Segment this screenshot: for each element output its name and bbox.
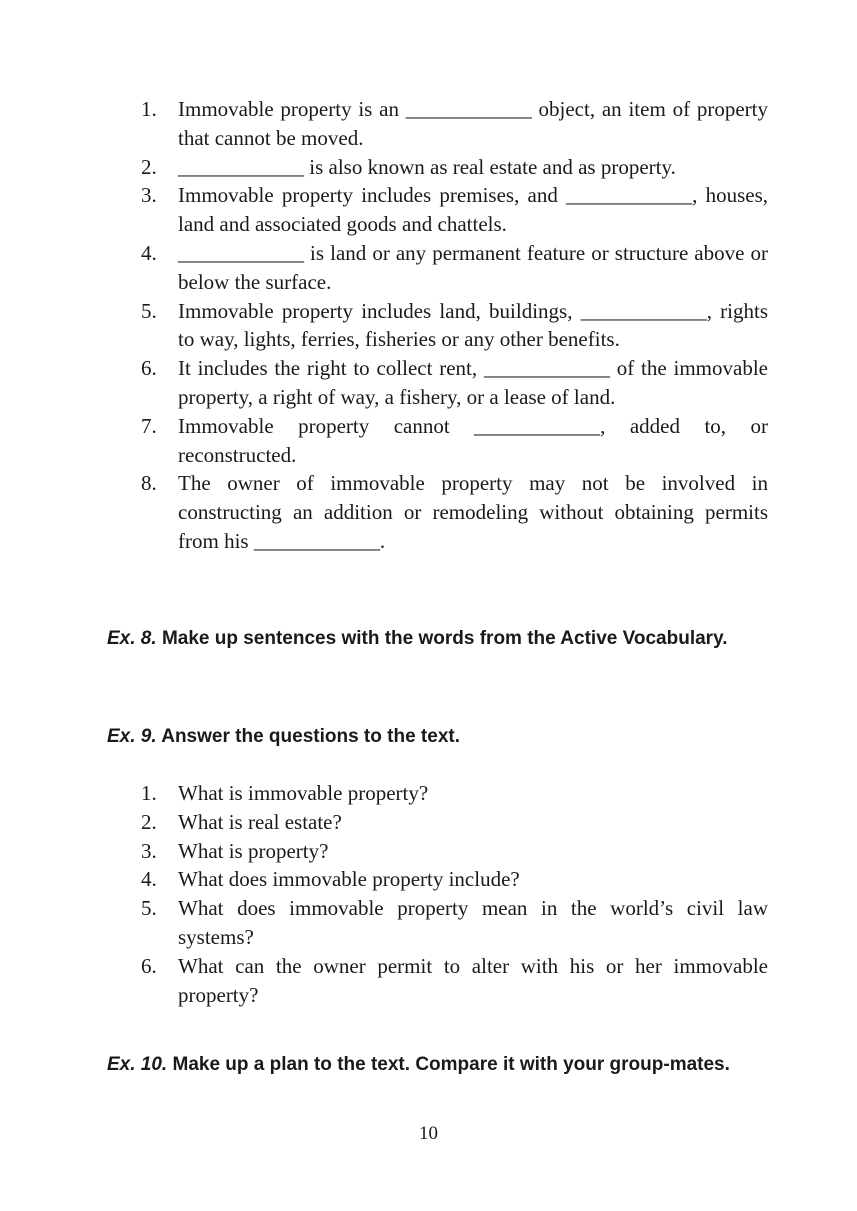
item-number: 6. xyxy=(141,953,157,978)
list-item xyxy=(107,354,768,412)
list-item xyxy=(107,469,768,555)
item-number: 8. xyxy=(141,471,157,496)
item-text: What does immovable property include? xyxy=(178,867,520,892)
item-text: Immovable property includes land, buildings, ____________, rights to way, lights, ferries, fisheries or any other benefits. xyxy=(178,298,768,352)
item-text: Immovable property includes premises, and ____________, houses, land and associated goods and chattels. xyxy=(178,183,768,237)
list-item xyxy=(107,837,768,866)
item-text: Immovable property is an ____________ object, an item of property that cannot be moved. xyxy=(178,97,768,150)
item-number: 1. xyxy=(141,781,157,805)
item-text: It includes the right to collect rent, ____________ of the immovable property, a right of way, a fishery, or a lease of land. xyxy=(178,356,768,409)
list-item xyxy=(107,95,768,153)
fill-in-list xyxy=(107,95,768,556)
question-list xyxy=(107,779,768,1009)
item-number: 7. xyxy=(141,413,157,438)
exercise-instruction: Make up a plan to the text. Compare it with your group-mates. xyxy=(172,1054,730,1075)
item-text: What can the owner permit to alter with his or her immovable property? xyxy=(178,953,768,1007)
list-item xyxy=(107,181,768,239)
item-number: 2. xyxy=(141,154,157,179)
item-number: 1. xyxy=(141,97,157,121)
item-text: What is real estate? xyxy=(178,809,342,834)
item-text: What does immovable property mean in the world’s civil law systems? xyxy=(178,896,768,949)
list-item xyxy=(107,412,768,470)
exercise-10-heading xyxy=(107,1050,768,1079)
item-text: Immovable property cannot ____________, added to, or reconstructed. xyxy=(178,413,768,467)
list-item xyxy=(107,779,768,808)
list-item xyxy=(107,153,768,182)
item-number: 4. xyxy=(141,240,157,265)
item-text: What is immovable property? xyxy=(178,781,429,805)
item-text: What is property? xyxy=(178,838,329,863)
exercise-8-heading xyxy=(107,624,768,653)
exercise-label: Ex. 10. xyxy=(107,1054,168,1075)
list-item xyxy=(107,297,768,355)
item-number: 6. xyxy=(141,356,157,381)
item-number: 3. xyxy=(141,183,157,208)
exercise-label: Ex. 8. xyxy=(107,628,157,649)
page-number: 10 xyxy=(419,1123,438,1144)
list-item xyxy=(107,865,768,894)
exercise-instruction: Make up sentences with the words from the Active Vocabulary. xyxy=(161,628,728,649)
exercise-instruction: Answer the questions to the text. xyxy=(161,726,460,747)
item-number: 5. xyxy=(141,896,157,921)
list-item xyxy=(107,239,768,297)
item-number: 2. xyxy=(141,809,157,834)
item-text: ____________ is also known as real estate and as property. xyxy=(178,154,676,179)
exercise-9-heading xyxy=(107,722,768,751)
list-item xyxy=(107,808,768,837)
exercise-label: Ex. 9. xyxy=(107,726,157,747)
list-item xyxy=(107,894,768,952)
item-number: 3. xyxy=(141,838,157,863)
item-text: ____________ is land or any permanent feature or structure above or below the surface. xyxy=(178,240,768,294)
item-number: 5. xyxy=(141,298,157,323)
item-text: The owner of immovable property may not be involved in constructing an addition or remodeling without obtaining permits from his ____________. xyxy=(178,471,768,553)
item-number: 4. xyxy=(141,867,157,892)
list-item xyxy=(107,952,768,1010)
